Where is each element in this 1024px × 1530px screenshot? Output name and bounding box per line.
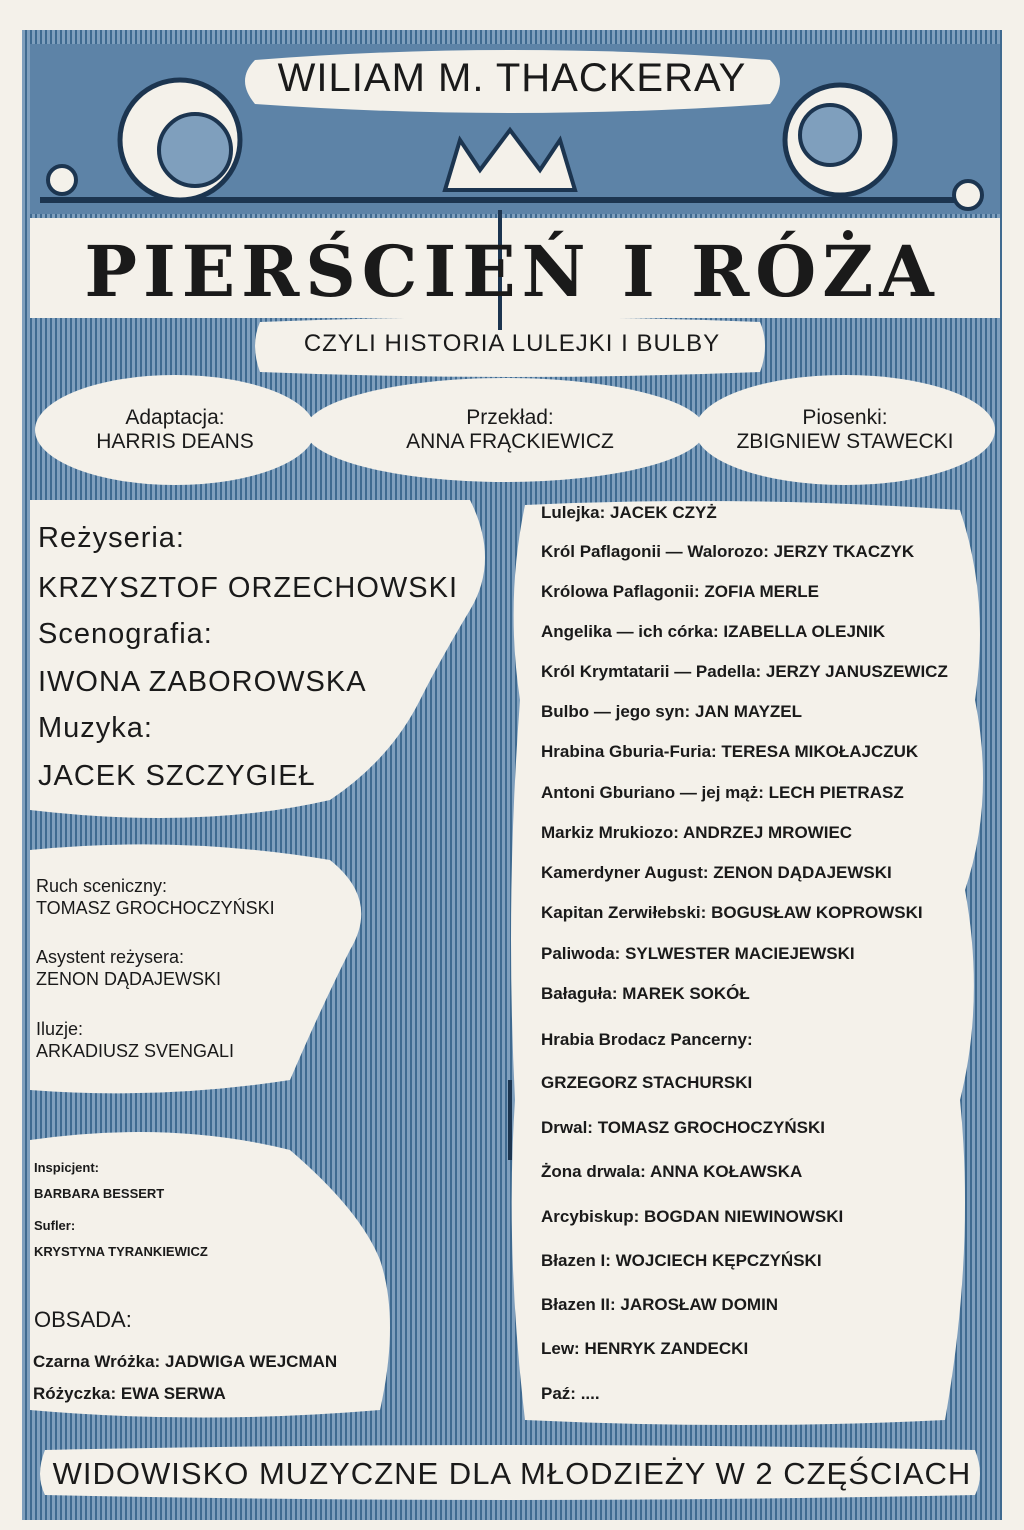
cast-actor: ZENON DĄDAJEWSKI bbox=[713, 863, 892, 882]
cast-actor: JACEK CZYŻ bbox=[609, 503, 717, 522]
cast-role: Bałaguła: bbox=[541, 984, 618, 1003]
cast-actor: TERESA MIKOŁAJCZUK bbox=[721, 742, 919, 761]
staff-small-label: Asystent reżysera: bbox=[36, 947, 185, 967]
cast-actor: GRZEGORZ STACHURSKI bbox=[541, 1073, 753, 1092]
cast-actor: JAN MAYZEL bbox=[694, 702, 803, 721]
cast-actor: WOJCIECH KĘPCZYŃSKI bbox=[615, 1251, 822, 1270]
cast-role: Antoni Gburiano — jej mąż: bbox=[541, 783, 764, 802]
cast-actor: JERZY JANUSZEWICZ bbox=[765, 662, 948, 681]
credit-name: ZBIGNIEW STAWECKI bbox=[736, 430, 954, 453]
staff-name: JACEK SZCZYGIEŁ bbox=[38, 760, 316, 792]
cast-line bbox=[541, 1207, 843, 1227]
staff-small-name: ARKADIUSZ SVENGALI bbox=[36, 1041, 235, 1061]
credit-adaptation bbox=[85, 406, 265, 454]
cast-role: Różyczka: bbox=[33, 1384, 117, 1403]
cast-actor: JADWIGA WEJCMAN bbox=[164, 1352, 338, 1371]
cast-line bbox=[541, 903, 923, 923]
cast-role: Czarna Wróżka: bbox=[33, 1352, 161, 1371]
cast-role: Lew: bbox=[541, 1339, 580, 1358]
credit-name: ANNA FRĄCKIEWICZ bbox=[406, 430, 614, 453]
cast-role: Kamerdyner August: bbox=[541, 863, 709, 882]
author-name: WILIAM M. THACKERAY bbox=[277, 56, 747, 100]
credit-label: Adaptacja: bbox=[125, 406, 225, 429]
cast-line bbox=[541, 863, 892, 883]
cast-actor: ANDRZEJ MROWIEC bbox=[683, 823, 853, 842]
cast-line bbox=[33, 1384, 226, 1404]
cast-line bbox=[541, 783, 904, 803]
cast-actor: MAREK SOKÓŁ bbox=[622, 984, 750, 1003]
cast-actor: .... bbox=[580, 1384, 600, 1403]
cast-role: Lulejka: bbox=[541, 503, 606, 522]
cast-actor: ZOFIA MERLE bbox=[704, 582, 820, 601]
cast-line bbox=[541, 582, 819, 602]
staff-label: Scenografia: bbox=[38, 618, 213, 650]
cast-role: Żona drwala: bbox=[541, 1162, 646, 1181]
cast-line bbox=[541, 622, 885, 642]
staff-label: Reżyseria: bbox=[38, 522, 185, 554]
credit-label: Piosenki: bbox=[802, 406, 888, 429]
cast-actor: BOGDAN NIEWINOWSKI bbox=[643, 1207, 844, 1226]
staff-small-name: TOMASZ GROCHOCZYŃSKI bbox=[36, 898, 275, 918]
cast-actor: ANNA KOŁAWSKA bbox=[649, 1162, 803, 1181]
cast-line bbox=[541, 742, 918, 762]
cast-role: Hrabia Brodacz Pancerny: bbox=[541, 1030, 753, 1049]
cast-role: Błazen I: bbox=[541, 1251, 611, 1270]
cast-line bbox=[541, 823, 852, 843]
cast-line bbox=[541, 1339, 748, 1359]
obsada-heading: OBSADA: bbox=[34, 1307, 132, 1332]
cast-role: Markiz Mrukiozo: bbox=[541, 823, 679, 842]
cast-line bbox=[541, 702, 802, 722]
cast-line bbox=[541, 1295, 778, 1315]
cast-role: Królowa Paflagonii: bbox=[541, 582, 700, 601]
cast-line bbox=[541, 1251, 822, 1271]
staff-tiny-label: Inspicjent: bbox=[34, 1160, 100, 1175]
cast-actor: JERZY TKACZYK bbox=[773, 542, 915, 561]
cast-actor: TOMASZ GROCHOCZYŃSKI bbox=[597, 1118, 826, 1137]
cast-line bbox=[541, 984, 750, 1004]
cast-line bbox=[541, 944, 855, 964]
staff-small-name: ZENON DĄDAJEWSKI bbox=[36, 969, 222, 989]
cast-line bbox=[541, 1384, 600, 1404]
cast-actor: HENRYK ZANDECKI bbox=[584, 1339, 749, 1358]
cast-role: Paliwoda: bbox=[541, 944, 621, 963]
cast-role: Paź: bbox=[541, 1384, 576, 1403]
credit-translation bbox=[390, 406, 630, 454]
cast-role: Hrabina Gburia-Furia: bbox=[541, 742, 717, 761]
staff-tiny-label: Sufler: bbox=[34, 1218, 76, 1233]
cast-actor: EWA SERWA bbox=[120, 1384, 226, 1403]
cast-role: Błazen II: bbox=[541, 1295, 616, 1314]
credit-songs bbox=[725, 406, 965, 454]
cast-line bbox=[541, 542, 914, 562]
staff-small-label: Ruch sceniczny: bbox=[36, 876, 168, 896]
cast-role: Angelika — ich córka: bbox=[541, 622, 719, 641]
cast-line bbox=[541, 1162, 802, 1182]
play-title: PIERŚCIEŃ I RÓŻA bbox=[84, 230, 940, 313]
cast-actor: SYLWESTER MACIEJEWSKI bbox=[625, 944, 855, 963]
cast-role: Drwal: bbox=[541, 1118, 593, 1137]
staff-tiny-name: BARBARA BESSERT bbox=[34, 1186, 165, 1201]
cast-role: Kapitan Zerwiłebski: bbox=[541, 903, 707, 922]
staff-tiny-name: KRYSTYNA TYRANKIEWICZ bbox=[34, 1244, 208, 1259]
cast-line bbox=[541, 662, 948, 682]
cast-role: Arcybiskup: bbox=[541, 1207, 640, 1226]
cast-actor: JAROSŁAW DOMIN bbox=[620, 1295, 779, 1314]
cast-line bbox=[541, 1030, 753, 1050]
staff-name: KRZYSZTOF ORZECHOWSKI bbox=[38, 572, 459, 604]
cast-line bbox=[33, 1352, 337, 1372]
cast-actor: BOGUSŁAW KOPROWSKI bbox=[711, 903, 923, 922]
play-subtitle: CZYLI HISTORIA LULEJKI I BULBY bbox=[303, 330, 721, 357]
cast-role: Bulbo — jego syn: bbox=[541, 702, 691, 721]
cast-actor: LECH PIETRASZ bbox=[768, 783, 904, 802]
cast-line bbox=[541, 503, 717, 523]
cast-actor: IZABELLA OLEJNIK bbox=[723, 622, 886, 641]
cast-role: Król Krymtatarii — Padella: bbox=[541, 662, 762, 681]
staff-small-label: Iluzje: bbox=[36, 1019, 84, 1039]
staff-name: IWONA ZABOROWSKA bbox=[38, 666, 367, 698]
cast-line bbox=[541, 1118, 825, 1138]
staff-label: Muzyka: bbox=[38, 712, 153, 744]
credit-label: Przekład: bbox=[466, 406, 554, 429]
cast-line bbox=[541, 1073, 752, 1093]
cast-role: Król Paflagonii — Walorozo: bbox=[541, 542, 769, 561]
footer-tagline: WIDOWISKO MUZYCZNE DLA MŁODZIEŻY W 2 CZĘŚCIACH bbox=[52, 1456, 972, 1491]
credit-name: HARRIS DEANS bbox=[96, 430, 254, 453]
